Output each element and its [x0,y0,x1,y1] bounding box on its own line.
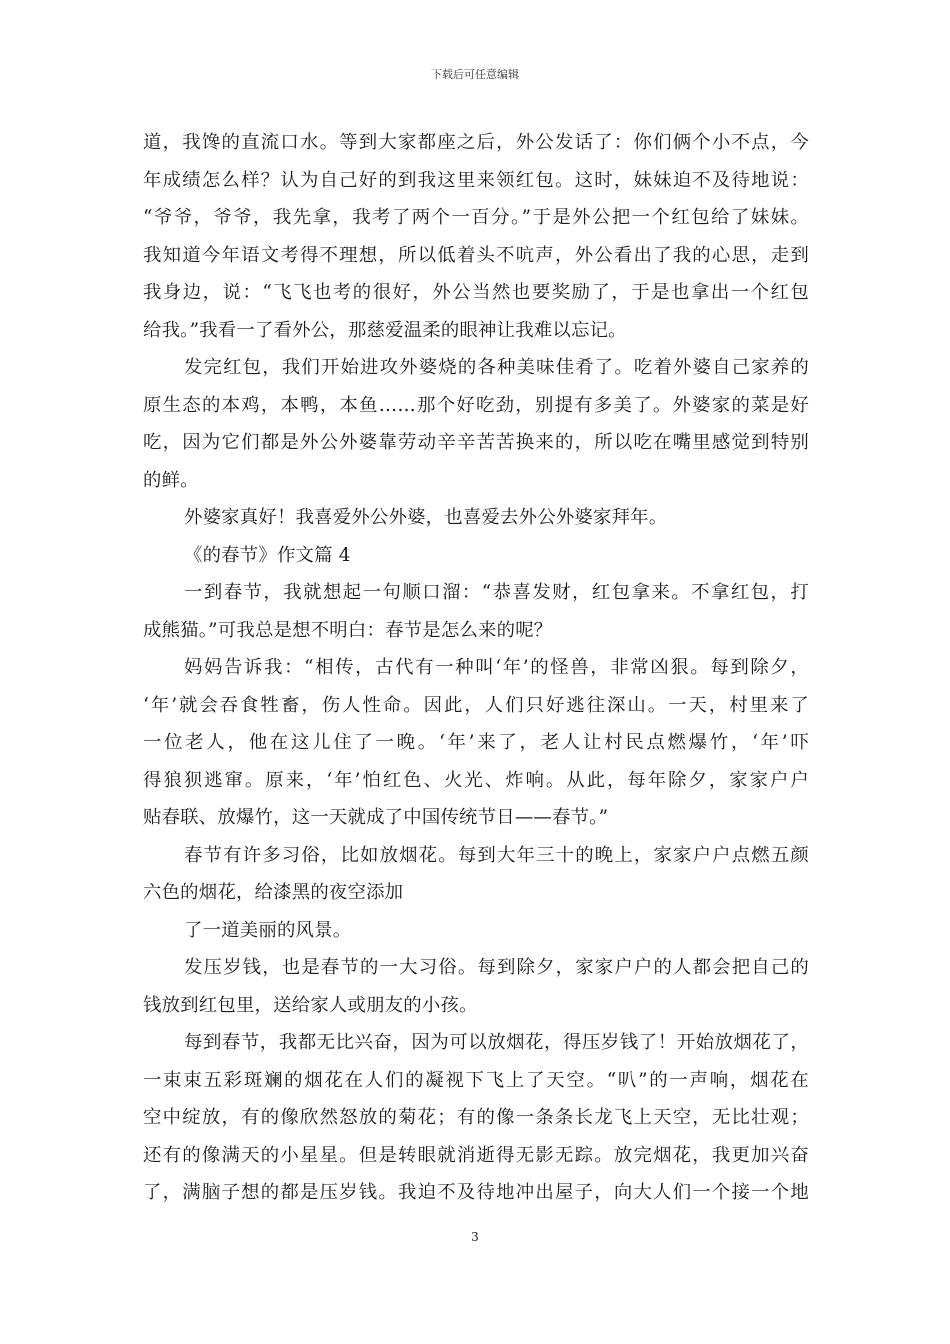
text-line: 原生态的本鸡，本鸭，本鱼……那个好吃劲，别提有多美了。外婆家的菜是好 [143,394,809,416]
document-body [143,124,809,1212]
page-header: 下载后可任意编辑 [431,68,519,81]
text-line: 道，我馋的直流口水。等到大家都座之后，外公发话了：你们俩个小不点，今 [143,132,809,153]
text-line: 了一道美丽的风景。 [184,919,352,941]
text-line: 春节有许多习俗，比如放烟花。每到大年三十的晚上，家家户户点燃五颜 [184,844,809,866]
text-line: 还有的像满天的小星星。但是转眼就消逝得无影无踪。放完烟花，我更加兴奋 [143,1144,809,1166]
text-line: 每到春节，我都无比兴奋，因为可以放烟花，得压岁钱了！开始放烟花了， [184,1032,809,1053]
text-line: 吃，因为它们都是外公外婆靠劳动辛辛苦苦换来的，所以吃在嘴里感觉到特别 [143,432,809,453]
text-line: 的鲜。 [143,469,199,491]
text-line: 我知道今年语文考得不理想，所以低着头不吭声，外公看出了我的心思，走到 [143,244,809,266]
text-line: 六色的烟花，给漆黑的夜空添加 [143,882,404,903]
text-line: 发压岁钱，也是春节的一大习俗。每到除夕，家家户户的人都会把自己的 [184,957,809,978]
text-line: 成熊猫。”可我总是想不明白：春节是怎么来的呢？ [143,619,553,641]
text-line: 一束束五彩斑斓的烟花在人们的凝视下飞上了天空。“叭”的一声响，烟花在 [143,1069,809,1091]
text-line: 外婆家真好！我喜爱外公外婆，也喜爱去外公外婆家拜年。 [184,507,668,528]
text-line: 一到春节，我就想起一句顺口溜：“恭喜发财，红包拿来。不拿红包，打 [184,582,809,603]
page-number: 3 [471,1230,479,1244]
text-line: 我身边，说：“飞飞也考的很好，外公当然也要奖励了，于是也拿出一个红包 [143,282,809,303]
text-line: 《的春节》作文篇 4 [184,544,351,566]
text-line: 年成绩怎么样？认为自己好的到我这里来领红包。这时，妹妹迫不及待地说： [143,169,809,191]
text-line: 一位老人，他在这儿住了一晚。‘年’来了，老人让村民点燃爆竹，‘年’吓 [143,732,809,753]
text-line: “爷爷，爷爷，我先拿，我考了两个一百分。”于是外公把一个红包给了妹妹。 [143,207,809,228]
text-line: 空中绽放，有的像欣然怒放的菊花；有的像一条条长龙飞上天空，无比壮观； [143,1107,809,1128]
text-line: 贴春联、放爆竹，这一天就成了中国传统节日——春节。” [143,807,609,828]
text-line: 给我。”我看一了看外公，那慈爱温柔的眼神让我难以忘记。 [143,319,627,341]
text-line: 了，满脑子想的都是压岁钱。我迫不及待地冲出屋子，向大人们一个接一个地 [143,1182,809,1203]
text-line: 得狼狈逃窜。原来，‘年’怕红色、火光、炸响。从此，每年除夕，家家户户 [143,769,809,791]
text-line: 发完红包，我们开始进攻外婆烧的各种美味佳肴了。吃着外婆自己家养的 [184,357,809,378]
text-line: ‘年’就会吞食牲畜，伤人性命。因此，人们只好逃往深山。一天，村里来了 [143,694,809,716]
text-line: 钱放到红包里，送给家人或朋友的小孩。 [143,994,478,1016]
text-line: 妈妈告诉我：“相传，古代有一种叫‘年’的怪兽，非常凶狠。每到除夕， [184,657,809,678]
